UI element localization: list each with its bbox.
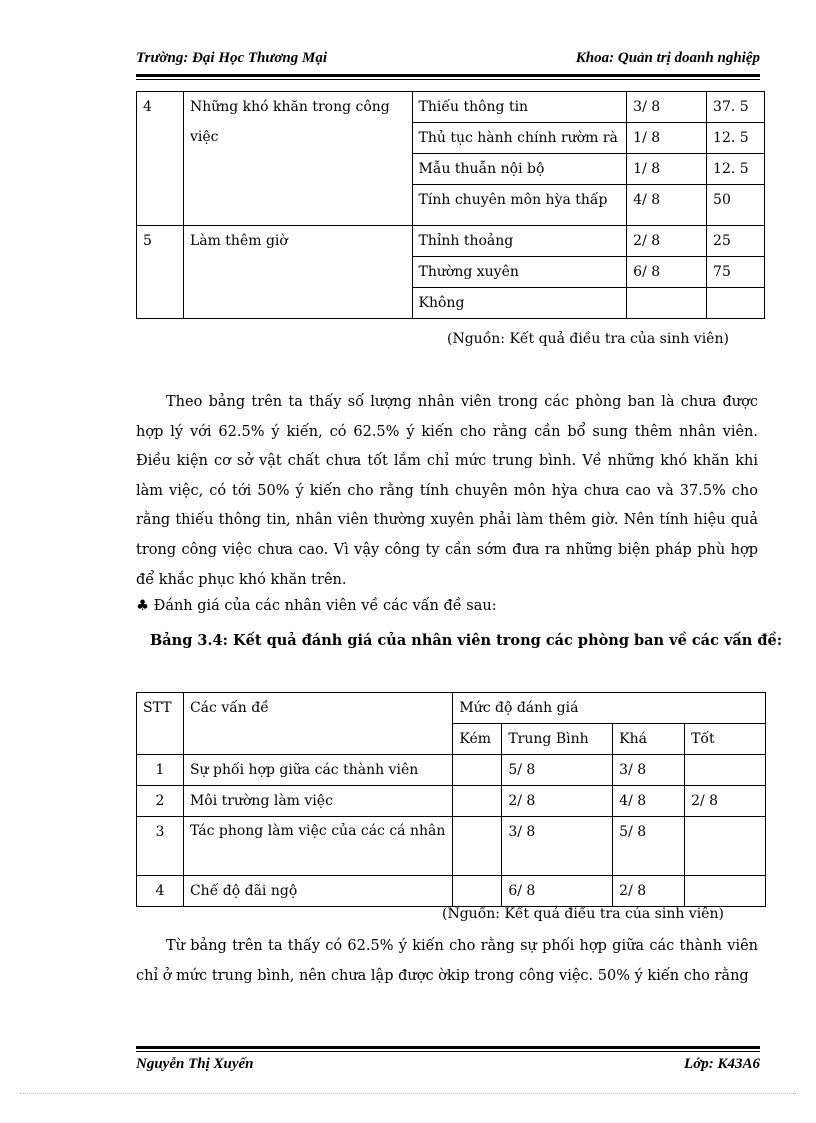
header-trung-binh: Trung Bình — [502, 724, 613, 755]
percent-cell — [707, 288, 765, 319]
paragraph-2 — [136, 932, 758, 991]
table-row — [137, 817, 766, 876]
ratio-cell: 3/ 8 — [627, 92, 707, 123]
option-cell: Thủ tục hành chính rườm rà — [412, 123, 627, 154]
row-number: 4 — [137, 92, 184, 226]
header-school: Trường: Đại Học Thương Mại — [136, 50, 328, 66]
kem-cell — [453, 876, 502, 907]
kem-cell — [453, 755, 502, 786]
trung-binh-cell: 3/ 8 — [502, 817, 613, 876]
tot-cell — [685, 817, 766, 876]
table-row — [137, 876, 766, 907]
paragraph-2-text: Từ bảng trên ta thấy có 62.5% ý kiến cho rằng sự phối hợp giữa các thành viên chỉ ở mức trung bình, nên chưa lập được ờkip trong công việc. 50% ý kiến cho rằng — [136, 938, 758, 984]
header-issue: Các vấn đề — [183, 693, 452, 755]
row-number: 5 — [137, 226, 184, 319]
ratio-cell: 6/ 8 — [627, 257, 707, 288]
table-header-row — [137, 693, 766, 724]
kem-cell — [453, 786, 502, 817]
table-row — [137, 755, 766, 786]
option-cell: Mẫu thuẫn nội bộ — [412, 154, 627, 185]
option-cell: Không — [412, 288, 627, 319]
table-row — [137, 92, 765, 123]
stt-cell: 4 — [137, 876, 184, 907]
percent-cell: 50 — [707, 185, 765, 226]
survey-table-continued — [136, 91, 765, 319]
footer-rule-thin — [136, 1051, 760, 1052]
percent-cell: 25 — [707, 226, 765, 257]
header-kem: Kém — [453, 724, 502, 755]
page-edge-dotted-line — [20, 1093, 796, 1094]
page-footer — [136, 1056, 760, 1078]
paragraph-1 — [136, 388, 758, 595]
percent-cell: 75 — [707, 257, 765, 288]
trung-binh-cell: 2/ 8 — [502, 786, 613, 817]
ratio-cell: 1/ 8 — [627, 154, 707, 185]
option-cell: Tính chuyên môn hỳa thấp — [412, 185, 627, 226]
stt-cell: 2 — [137, 786, 184, 817]
footer-author: Nguyễn Thị Xuyến — [136, 1056, 254, 1072]
trung-binh-cell: 6/ 8 — [502, 876, 613, 907]
header-faculty: Khoa: Quản trị doanh nghiệp — [575, 50, 760, 66]
table-row — [137, 226, 765, 257]
issue-cell: Môi trường làm việc — [183, 786, 452, 817]
issue-cell: Làm thêm giờ — [183, 226, 412, 319]
header-tot: Tốt — [685, 724, 766, 755]
footer-class: Lớp: K43A6 — [684, 1056, 760, 1072]
percent-cell: 12. 5 — [707, 123, 765, 154]
kha-cell: 3/ 8 — [613, 755, 685, 786]
bullet-line — [136, 598, 497, 614]
header-kha: Khá — [613, 724, 685, 755]
issue-cell: Sự phối hợp giữa các thành viên — [183, 755, 452, 786]
kha-cell: 2/ 8 — [613, 876, 685, 907]
percent-cell: 12. 5 — [707, 154, 765, 185]
kha-cell: 4/ 8 — [613, 786, 685, 817]
header-rule-thick — [136, 74, 760, 77]
kha-cell: 5/ 8 — [613, 817, 685, 876]
evaluation-table — [136, 692, 766, 907]
tot-cell — [685, 755, 766, 786]
bullet-text: Đánh giá của các nhân viên về các vấn đề sau: — [153, 598, 497, 614]
kem-cell — [453, 817, 502, 876]
table-row — [137, 786, 766, 817]
header-level: Mức độ đánh giá — [453, 693, 766, 724]
ratio-cell: 4/ 8 — [627, 185, 707, 226]
tot-cell — [685, 876, 766, 907]
trung-binh-cell: 5/ 8 — [502, 755, 613, 786]
table2-caption: Bảng 3.4: Kết quả đánh giá của nhân viên trong các phòng ban về các vấn đề: — [150, 632, 783, 649]
tot-cell: 2/ 8 — [685, 786, 766, 817]
page-header — [136, 50, 760, 72]
option-cell: Thiếu thông tin — [412, 92, 627, 123]
ratio-cell: 2/ 8 — [627, 226, 707, 257]
issue-cell: Những khó khăn trong công việc — [183, 92, 412, 226]
table1-source: (Nguồn: Kết quả điều tra của sinh viên) — [447, 331, 729, 347]
footer-rule-thick — [136, 1046, 760, 1049]
stt-cell: 3 — [137, 817, 184, 876]
table2-source: (Nguồn: Kết quả điều tra của sinh viên) — [442, 906, 724, 922]
stt-cell: 1 — [137, 755, 184, 786]
option-cell: Thường xuyên — [412, 257, 627, 288]
club-bullet-icon: ♣ — [136, 598, 149, 614]
percent-cell: 37. 5 — [707, 92, 765, 123]
paragraph-1-text: Theo bảng trên ta thấy số lượng nhân viên trong các phòng ban là chưa được hợp lý với 62.5% ý kiến, có 62.5% ý kiến cho rằng cần bổ sung thêm nhân viên. Điều kiện cơ sở vật chất chưa tốt lắm chỉ mức trung bình. Về những khó khăn khi làm việc, có tới 50% ý kiến cho rằng tính chuyên môn hỳa chưa cao và 37.5% cho rằng thiếu thông tin, nhân viên thường xuyên phải làm thêm giờ. Nên tính hiệu quả trong công việc chưa cao. Vì vậy công ty cần sớm đưa ra những biện pháp phù hợp để khắc phục khó khăn trên. — [136, 394, 758, 588]
header-stt: STT — [137, 693, 184, 755]
option-cell: Thỉnh thoảng — [412, 226, 627, 257]
ratio-cell — [627, 288, 707, 319]
issue-cell: Tác phong làm việc của các cá nhân — [183, 817, 452, 876]
issue-cell: Chế độ đãi ngộ — [183, 876, 452, 907]
ratio-cell: 1/ 8 — [627, 123, 707, 154]
header-rule-thin — [136, 79, 760, 80]
